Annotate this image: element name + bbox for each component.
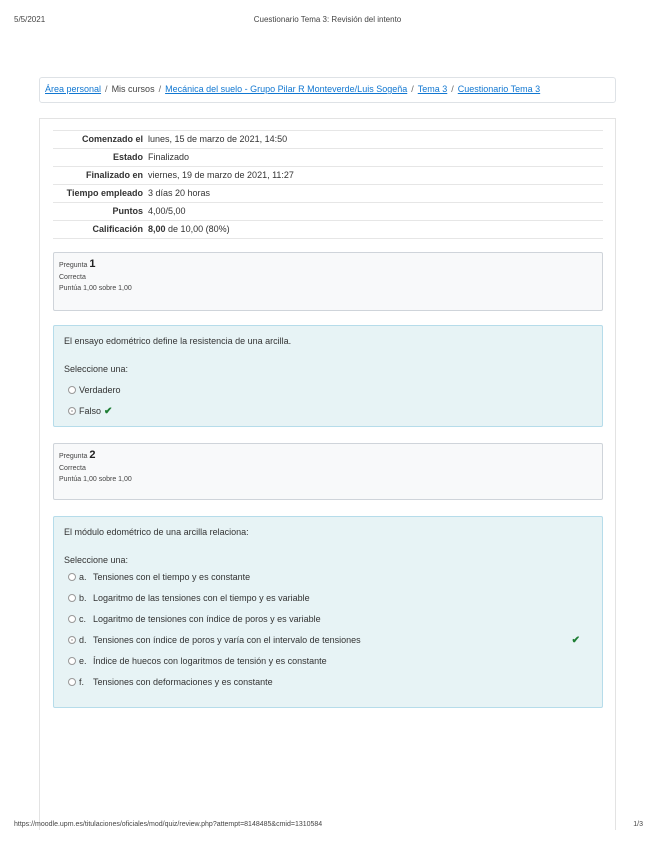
summary-row [53,167,603,185]
radio-button[interactable] [68,573,76,581]
answer-option[interactable] [64,401,592,422]
summary-label: Calificación [92,224,143,234]
check-icon: ✔ [104,406,113,417]
option-label: Tensiones con índice de poros y varía con el intervalo de tensiones [93,635,361,645]
summary-row [53,185,603,203]
question-2-content [53,516,603,708]
question-1-info [53,252,603,311]
question-prefix: Pregunta [59,453,88,460]
answer-option[interactable] [64,651,592,672]
breadcrumb-area-personal[interactable]: Área personal [45,84,102,94]
radio-button[interactable] [68,678,76,686]
option-letter: e. [79,656,87,666]
radio-button-checked[interactable] [68,407,76,415]
answer-option[interactable] [64,567,592,588]
summary-label: Tiempo empleado [66,188,143,198]
breadcrumb [39,77,616,103]
question-number-value: 2 [89,449,96,461]
summary-value [148,221,603,239]
breadcrumb-tema[interactable]: Tema 3 [417,84,448,94]
grade-rest: de 10,00 (80%) [168,224,230,234]
question-2-info [53,443,603,500]
radio-button[interactable] [68,615,76,623]
summary-label: Finalizado en [85,170,143,180]
summary-row [53,221,603,239]
print-header [0,15,655,27]
print-footer [0,821,655,833]
print-date: 5/5/2021 [14,15,46,24]
summary-value: 3 días 20 horas [148,188,211,198]
breadcrumb-course[interactable]: Mecánica del suelo - Grupo Pilar R Monteverde/Luis Sogeña [165,84,408,94]
question-number-value: 1 [89,258,96,270]
radio-button[interactable] [68,657,76,665]
breadcrumb-mis-cursos: Mis cursos [111,84,155,94]
option-label: Verdadero [79,385,121,395]
summary-row [53,131,603,149]
question-prompt: Seleccione una: [64,555,129,565]
question-grade: Puntúa 1,00 sobre 1,00 [59,476,132,483]
question-number [59,258,597,270]
option-label: Tensiones con el tiempo y es constante [93,572,251,582]
answer-option[interactable] [64,630,592,651]
answer-options [64,567,592,693]
question-text: El ensayo edométrico define la resistencia de una arcilla. [64,336,292,346]
answer-option[interactable] [64,609,592,630]
option-label: Tensiones con deformaciones y es constante [93,677,273,687]
radio-button[interactable] [68,594,76,602]
summary-row [53,203,603,221]
question-state: Correcta [59,465,86,472]
breadcrumb-separator: / [411,84,414,94]
option-letter: f. [79,677,85,687]
question-state: Correcta [59,274,86,281]
option-letter: b. [79,593,87,603]
question-prefix: Pregunta [59,262,88,269]
breadcrumb-quiz[interactable]: Cuestionario Tema 3 [457,84,541,94]
option-label: Logaritmo de las tensiones con el tiempo y es variable [93,593,310,603]
question-grade: Puntúa 1,00 sobre 1,00 [59,285,132,292]
question-number [59,449,597,461]
summary-label: Estado [112,152,143,162]
answer-option[interactable] [64,380,592,401]
breadcrumb-separator: / [451,84,454,94]
option-label: Falso [79,406,102,416]
grade-value: 8,00 [148,224,166,234]
option-label: Logaritmo de tensiones con índice de poros y es variable [93,614,321,624]
option-label: Índice de huecos con logaritmos de tensión y es constante [93,656,327,666]
print-title: Cuestionario Tema 3: Revisión del intento [253,15,402,24]
summary-value: Finalizado [148,152,190,162]
breadcrumb-separator: / [158,84,162,94]
radio-button-checked[interactable] [68,636,76,644]
answer-option[interactable] [64,672,592,693]
question-prompt: Seleccione una: [64,364,129,374]
option-letter: d. [79,635,87,645]
print-page-number: 1/3 [633,821,643,828]
summary-value: 4,00/5,00 [148,206,186,216]
option-letter: a. [79,572,87,582]
summary-value: lunes, 15 de marzo de 2021, 14:50 [148,134,288,144]
summary-row [53,149,603,167]
summary-label: Puntos [112,206,143,216]
check-icon: ✔ [571,635,580,646]
radio-button[interactable] [68,386,76,394]
option-letter: c. [79,614,87,624]
attempt-summary-table [53,130,603,239]
answer-option[interactable] [64,588,592,609]
answer-options [64,380,592,422]
summary-label: Comenzado el [81,134,143,144]
question-1-content [53,325,603,427]
summary-value: viernes, 19 de marzo de 2021, 11:27 [148,170,294,180]
question-text: El módulo edométrico de una arcilla relaciona: [64,527,249,537]
print-url: https://moodle.upm.es/titulaciones/oficiales/mod/quiz/review.php?attempt=8148485&cmid=1310584 [14,821,323,828]
breadcrumb-separator: / [105,84,108,94]
